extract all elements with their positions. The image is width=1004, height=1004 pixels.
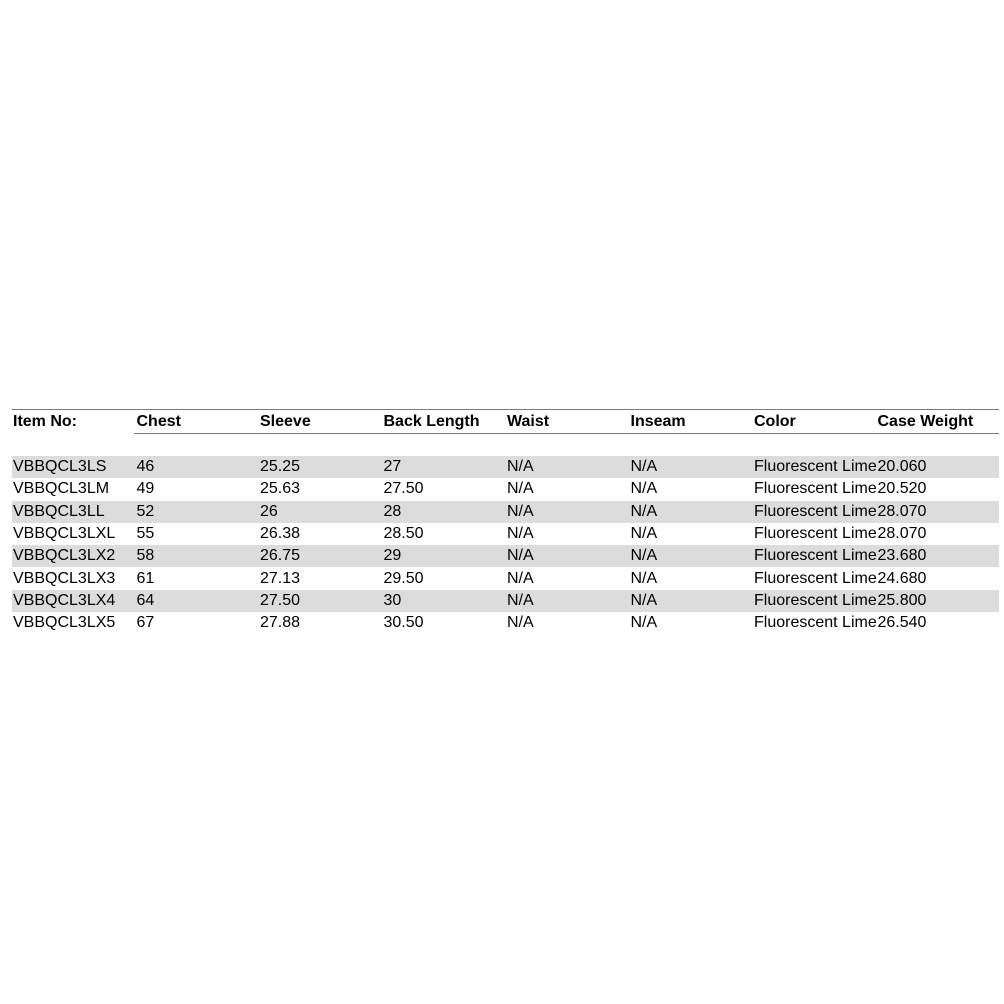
cell-item-no: VBBQCL3LXL	[13, 525, 116, 543]
cell-back-length: 30	[383, 591, 402, 609]
table-row	[12, 612, 999, 634]
cell-color: Fluorescent Lime	[754, 569, 877, 587]
table-row	[12, 456, 999, 478]
cell-item-no: VBBQCL3LL	[13, 502, 105, 520]
cell-sleeve: 26.75	[260, 547, 301, 565]
cell-color: Fluorescent Lime	[754, 591, 877, 609]
cell-waist: N/A	[507, 591, 534, 609]
cell-waist: N/A	[507, 480, 534, 498]
cell-case-weight: 28.070	[877, 502, 927, 520]
cell-back-length: 27	[383, 458, 402, 476]
cell-chest: 55	[136, 525, 155, 543]
table-row	[12, 590, 999, 612]
table-header-row	[12, 410, 999, 433]
column-header-color: Color	[754, 412, 796, 430]
cell-back-length: 29	[383, 547, 402, 565]
cell-color: Fluorescent Lime	[754, 547, 877, 565]
cell-back-length: 28.50	[383, 525, 424, 543]
column-header-case-weight: Case Weight	[877, 412, 974, 430]
cell-color: Fluorescent Lime	[754, 525, 877, 543]
cell-chest: 58	[136, 547, 155, 565]
cell-inseam: N/A	[630, 480, 658, 498]
cell-back-length: 30.50	[383, 614, 424, 632]
cell-chest: 52	[136, 502, 155, 520]
column-header-back-length: Back Length	[383, 412, 480, 430]
cell-back-length: 28	[383, 502, 402, 520]
table-row	[12, 478, 999, 500]
column-header-item-no: Item No:	[13, 412, 77, 430]
cell-color: Fluorescent Lime	[754, 502, 877, 520]
cell-inseam: N/A	[630, 569, 658, 587]
cell-case-weight: 23.680	[877, 547, 927, 565]
cell-case-weight: 20.520	[877, 480, 927, 498]
cell-chest: 67	[136, 614, 155, 632]
cell-inseam: N/A	[630, 502, 658, 520]
cell-waist: N/A	[507, 569, 534, 587]
cell-waist: N/A	[507, 502, 534, 520]
cell-item-no: VBBQCL3LX5	[13, 614, 116, 632]
cell-sleeve: 27.50	[260, 591, 301, 609]
cell-back-length: 27.50	[383, 480, 424, 498]
cell-inseam: N/A	[630, 458, 658, 476]
cell-inseam: N/A	[630, 525, 658, 543]
cell-sleeve: 27.88	[260, 614, 301, 632]
cell-waist: N/A	[507, 458, 534, 476]
cell-back-length: 29.50	[383, 569, 424, 587]
cell-chest: 64	[136, 591, 155, 609]
cell-color: Fluorescent Lime	[754, 480, 877, 498]
table-row	[12, 567, 999, 589]
cell-waist: N/A	[507, 614, 534, 632]
cell-color: Fluorescent Lime	[754, 614, 877, 632]
cell-case-weight: 24.680	[877, 569, 927, 587]
cell-item-no: VBBQCL3LX3	[13, 569, 116, 587]
cell-sleeve: 26	[260, 502, 278, 520]
cell-sleeve: 25.63	[260, 480, 301, 498]
column-header-sleeve: Sleeve	[260, 412, 311, 430]
cell-item-no: VBBQCL3LX2	[13, 547, 116, 565]
cell-case-weight: 26.540	[877, 614, 927, 632]
cell-case-weight: 20.060	[877, 458, 927, 476]
cell-inseam: N/A	[630, 614, 658, 632]
cell-inseam: N/A	[630, 547, 658, 565]
cell-case-weight: 28.070	[877, 525, 927, 543]
table-row	[12, 545, 999, 567]
spec-table	[12, 409, 999, 634]
cell-waist: N/A	[507, 547, 534, 565]
cell-sleeve: 25.25	[260, 458, 301, 476]
cell-item-no: VBBQCL3LX4	[13, 591, 116, 609]
cell-case-weight: 25.800	[877, 591, 927, 609]
column-header-chest: Chest	[136, 412, 181, 430]
cell-chest: 61	[136, 569, 155, 587]
cell-chest: 46	[136, 458, 155, 476]
cell-sleeve: 26.38	[260, 525, 301, 543]
cell-inseam: N/A	[630, 591, 658, 609]
cell-color: Fluorescent Lime	[754, 458, 877, 476]
column-header-waist: Waist	[507, 412, 550, 430]
cell-item-no: VBBQCL3LM	[13, 480, 110, 498]
cell-waist: N/A	[507, 525, 534, 543]
cell-sleeve: 27.13	[260, 569, 301, 587]
column-header-inseam: Inseam	[630, 412, 686, 430]
cell-chest: 49	[136, 480, 155, 498]
table-row	[12, 523, 999, 545]
header-spacer	[12, 434, 999, 456]
table-body	[12, 456, 999, 634]
table-row	[12, 501, 999, 523]
cell-item-no: VBBQCL3LS	[13, 458, 107, 476]
